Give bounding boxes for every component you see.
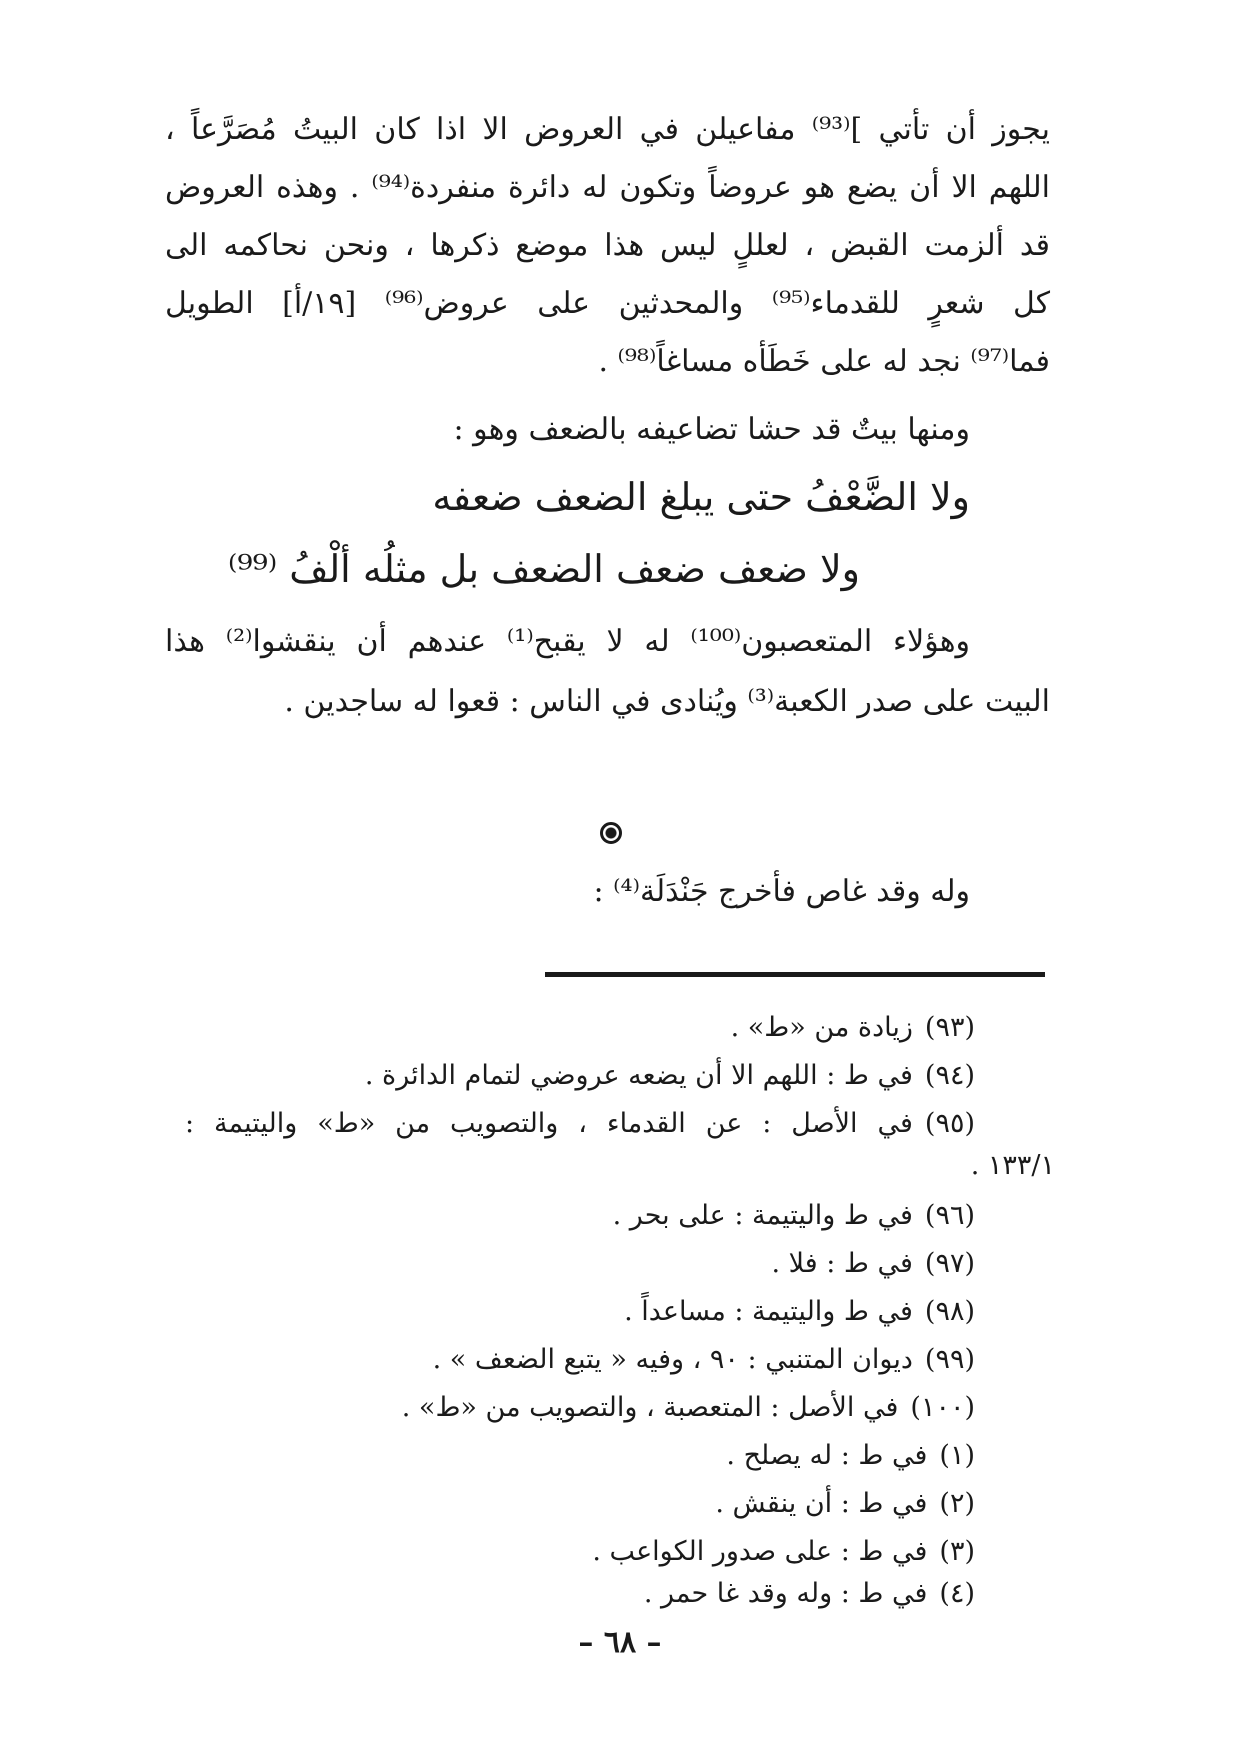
footnote-95-continuation: ١٣٣/١ . <box>970 1150 1055 1181</box>
body-line: وهؤلاء المتعصبون⁽¹⁰⁰⁾ له لا يقبح⁽¹⁾ عندهم أن ينقشوا⁽²⁾ هذا <box>165 624 970 659</box>
footnote-text: في ط واليتيمة : على بحر . <box>612 1200 913 1231</box>
footnote-number: (٣) <box>939 1536 975 1567</box>
footnote-text: ديوان المتنبي : ٩٠ ، وفيه « يتبع الضعف » . <box>432 1344 913 1375</box>
footnote-number: (٩٦) <box>924 1200 975 1231</box>
footnote-text: في ط : فلا . <box>771 1248 913 1279</box>
footnote-99 <box>433 1340 975 1380</box>
footnote-text: في الأصل : المتعصبة ، والتصويب من «ط» . <box>401 1392 899 1423</box>
footnote-96 <box>613 1196 975 1236</box>
footnote-3 <box>592 1532 975 1572</box>
footnote-text: زيادة من «ط» . <box>730 1012 913 1043</box>
footnote-number: (٩٧) <box>924 1248 975 1279</box>
footnote-text: في ط : على صدور الكواعب . <box>592 1536 928 1567</box>
verse-hemistich-1: ولا الضَّعْفُ حتى يبلغ الضعف ضعفه <box>432 475 970 519</box>
footnote-94 <box>365 1056 975 1096</box>
footnote-number: (٩٩) <box>924 1344 975 1375</box>
footnote-number: (١٠٠) <box>910 1392 975 1423</box>
body-line: قد ألزمت القبض ، لعللٍ ليس هذا موضع ذكرها ، ونحن نحاكمه الى <box>165 228 1050 263</box>
verse-intro: ومنها بيتٌ قد حشا تضاعيفه بالضعف وهو : <box>453 412 970 447</box>
footnote-1 <box>726 1436 975 1476</box>
body-line: فما⁽⁹⁷⁾ نجد له على خَطَأه مساغاً⁽⁹⁸⁾ . <box>598 344 1050 379</box>
footnote-number: (٩٣) <box>924 1012 975 1043</box>
body-line: البيت على صدر الكعبة⁽³⁾ ويُنادى في الناس : قعوا له ساجدين . <box>284 684 1050 719</box>
footnote-divider <box>545 972 1045 977</box>
footnote-number: (٩٨) <box>924 1296 975 1327</box>
footnote-text: في ط واليتيمة : مساعداً . <box>624 1296 913 1327</box>
verse-hemistich-2: ولا ضعف ضعف الضعف بل مثلُه ألْفُ ⁽⁹⁹⁾ <box>228 547 860 591</box>
body-line: يجوز أن تأتي ]⁽⁹³⁾ مفاعيلن في العروض الا اذا كان البيتُ مُصَرَّعاً ، <box>165 112 1051 147</box>
page-number: – ٦٨ – <box>578 1625 662 1660</box>
footnote-number: (٢) <box>939 1488 975 1519</box>
footnote-97 <box>771 1244 975 1284</box>
footnote-text: في ط : اللهم الا أن يضعه عروضي لتمام الدائرة . <box>364 1060 913 1091</box>
footnote-number: (٩٥) <box>924 1108 975 1139</box>
footnote-98 <box>624 1292 975 1332</box>
footnote-number: (٩٤) <box>924 1060 975 1091</box>
body-line: اللهم الا أن يضع هو عروضاً وتكون له دائرة منفردة⁽⁹⁴⁾ . وهذه العروض <box>165 170 1051 205</box>
footnote-95 <box>185 1104 975 1144</box>
footnote-100 <box>402 1388 975 1428</box>
footnote-text: في ط : أن ينقش . <box>715 1488 928 1519</box>
footnote-93 <box>731 1008 975 1048</box>
body-line: كل شعرٍ للقدماء⁽⁹⁵⁾ والمحدثين على عروض⁽⁹⁶⁾ [١٩/أ] الطويل <box>165 286 1051 321</box>
section-heading: وله وقد غاص فأخرج جَنْدَلَة⁽⁴⁾ : <box>593 874 970 909</box>
section-ornament <box>600 822 622 844</box>
footnote-2 <box>715 1484 975 1524</box>
footnote-text: في الأصل : عن القدماء ، والتصويب من «ط» واليتيمة : <box>185 1108 913 1139</box>
footnote-text: في ط : وله وقد غا حمر . <box>643 1578 928 1609</box>
footnote-text: في ط : له يصلح . <box>726 1440 928 1471</box>
footnote-number: (١) <box>939 1440 975 1471</box>
footnote-4 <box>644 1574 975 1614</box>
footnote-number: (٤) <box>939 1578 975 1609</box>
